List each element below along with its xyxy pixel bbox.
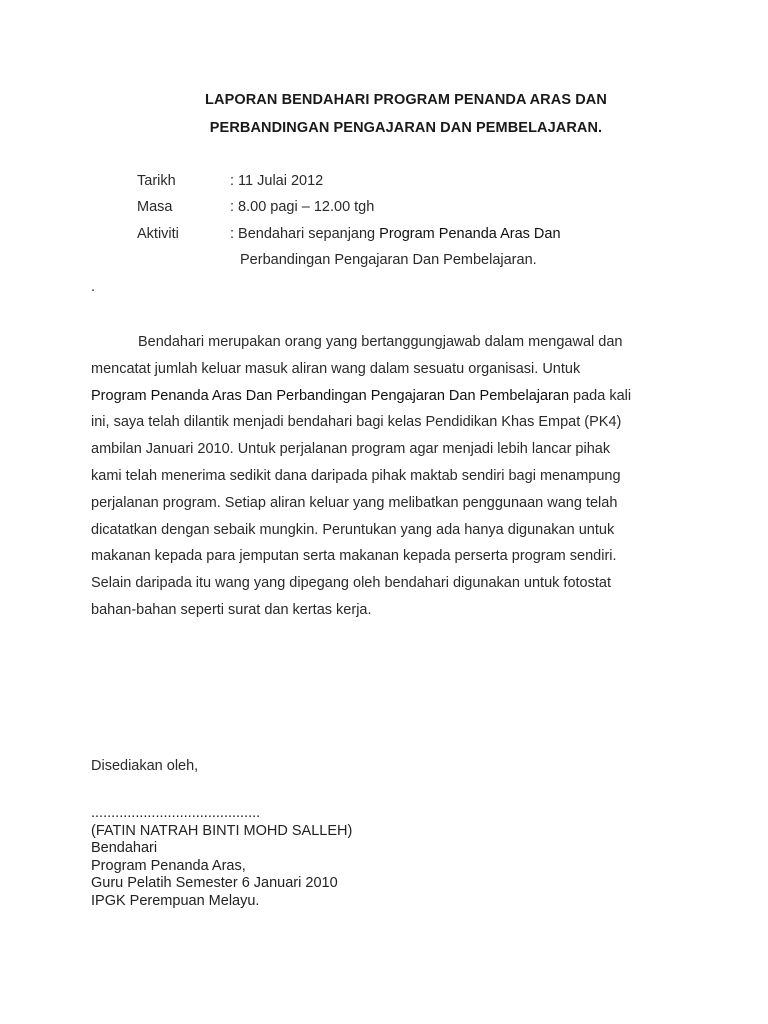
body-line: perjalanan program. Setiap aliran keluar yang melibatkan penggunaan wang telah (91, 494, 618, 511)
title-line-1: LAPORAN BENDAHARI PROGRAM PENANDA ARAS DAN (205, 92, 607, 108)
aktiviti-value (230, 226, 561, 242)
signatory-program: Program Penanda Aras, (91, 857, 246, 874)
body-line-program (91, 383, 671, 410)
separator-dot: . (91, 279, 96, 295)
body-program-name: Program Penanda Aras Dan Perbandingan Pengajaran Dan Pembelajaran (91, 387, 570, 404)
body-paragraph (91, 329, 671, 624)
masa-value: : 8.00 pagi – 12.00 tgh (230, 199, 375, 215)
aktiviti-program-name: Program Penanda Aras Dan (379, 226, 561, 242)
aktiviti-value-prefix: : Bendahari sepanjang (230, 226, 380, 242)
tarikh-value: : 11 Julai 2012 (230, 173, 324, 189)
body-line: Bendahari merupakan orang yang bertanggungjawab dalam mengawal dan (138, 334, 623, 350)
aktiviti-value-line-2: Perbandingan Pengajaran Dan Pembelajaran. (240, 252, 537, 268)
body-line-tail: pada kali (569, 387, 632, 404)
signatory-name: (FATIN NATRAH BINTI MOHD SALLEH) (91, 822, 353, 839)
prepared-by-label: Disediakan oleh, (91, 758, 199, 774)
body-line: Selain daripada itu wang yang dipegang oleh bendahari digunakan untuk fotostat (91, 575, 611, 592)
masa-label: Masa (137, 199, 173, 215)
signatory-cohort: Guru Pelatih Semester 6 Januari 2010 (91, 875, 338, 891)
body-line: dicatatkan dengan sebaik mungkin. Peruntukan yang ada hanya digunakan untuk (91, 521, 615, 538)
aktiviti-label: Aktiviti (137, 226, 179, 242)
signature-block (91, 805, 352, 910)
body-line: ambilan Januari 2010. Untuk perjalanan program agar menjadi lebih lancar pihak (91, 441, 611, 458)
signatory-institution: IPGK Perempuan Melayu. (91, 892, 260, 909)
body-line: ini, saya telah dilantik menjadi bendahari bagi kelas Pendidikan Khas Empat (PK4) (91, 414, 622, 431)
body-line: mencatat jumlah keluar masuk aliran wang dalam sesuatu organisasi. Untuk (91, 360, 581, 377)
signatory-role: Bendahari (91, 840, 158, 856)
body-line: bahan-bahan seperti surat dan kertas kerja. (91, 601, 372, 618)
tarikh-label: Tarikh (137, 173, 176, 189)
signature-dots: .......................................... (91, 805, 261, 821)
body-line: makanan kepada para jemputan serta makanan kepada perserta program sendiri. (91, 548, 617, 565)
title-line-2: PERBANDINGAN PENGAJARAN DAN PEMBELAJARAN. (209, 120, 603, 136)
body-line: kami telah menerima sedikit dana daripada pihak maktab sendiri bagi menampung (91, 467, 621, 484)
